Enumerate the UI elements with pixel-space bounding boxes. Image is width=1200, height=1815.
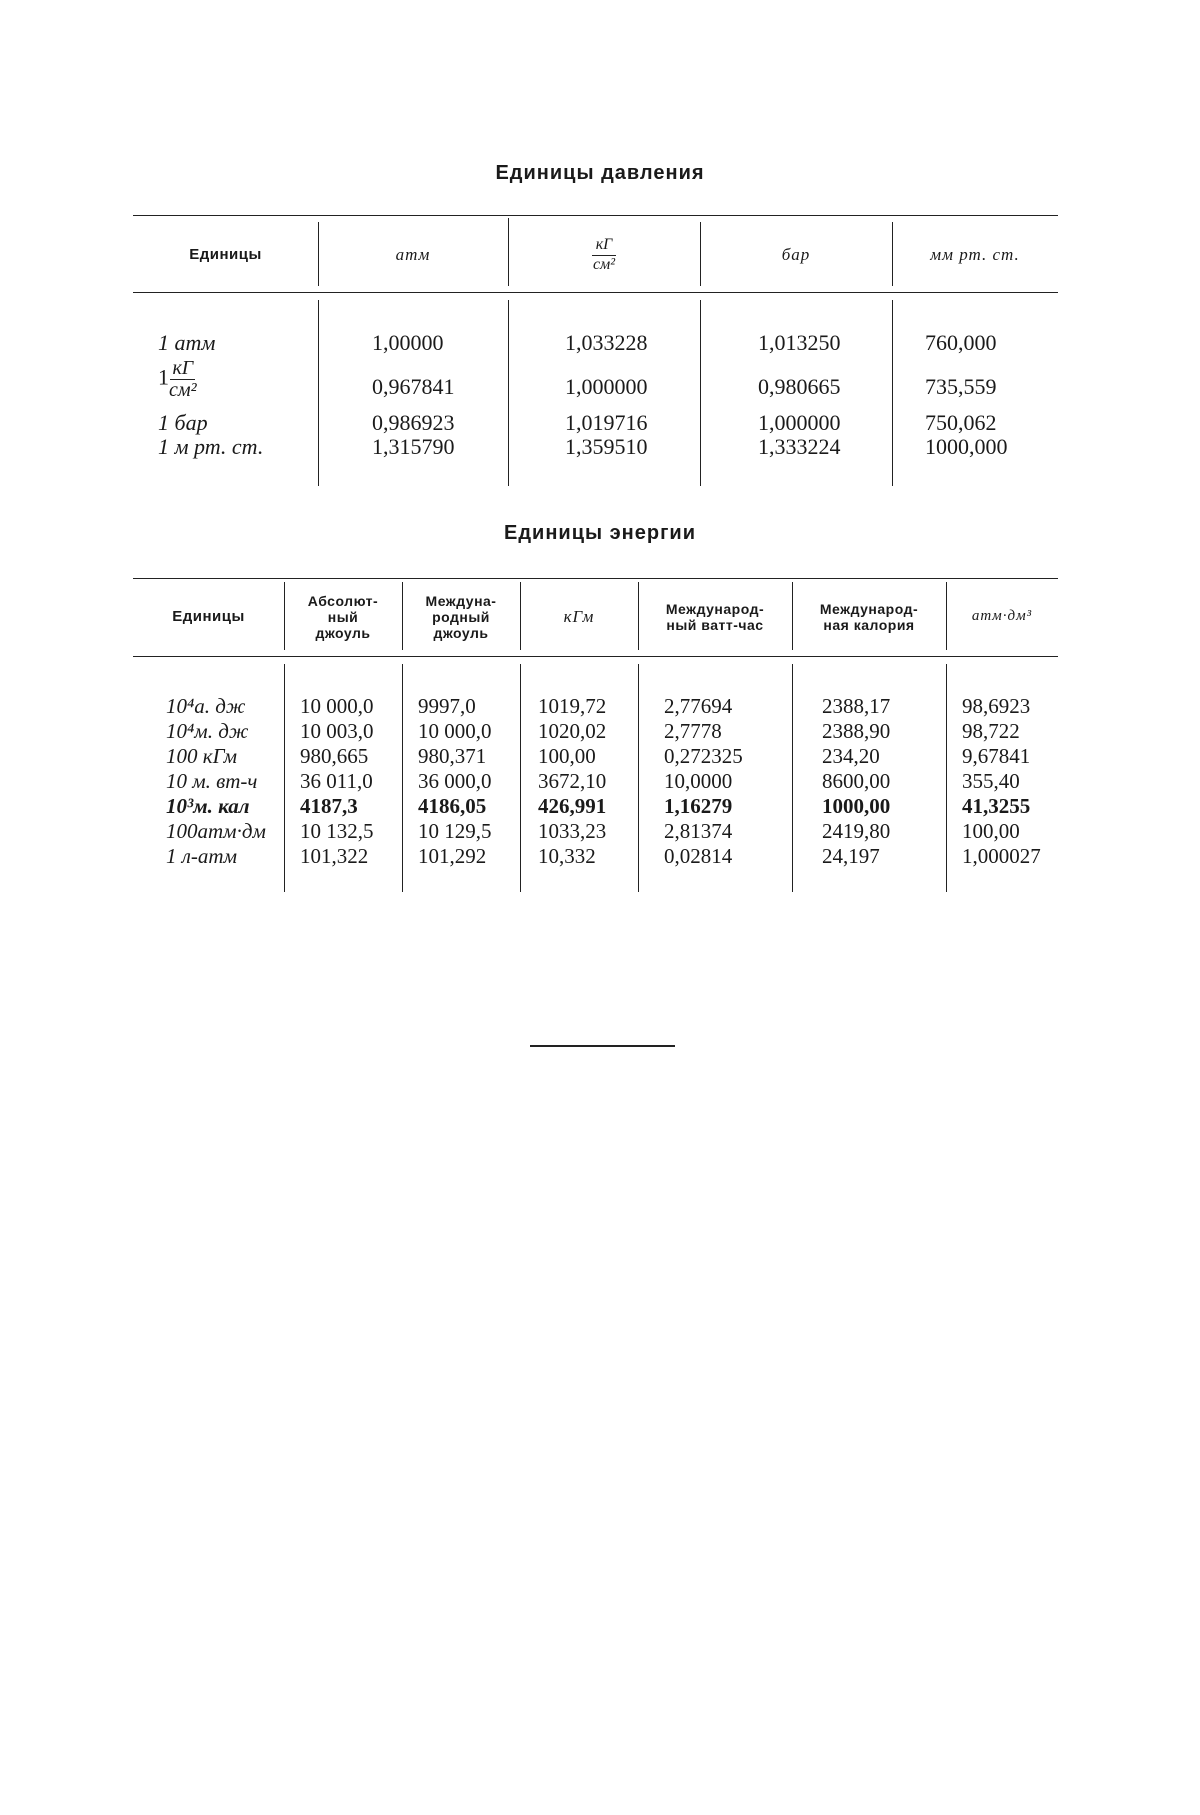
energy-cell: 1020,02	[538, 719, 607, 743]
pressure-cell: 735,559	[925, 374, 997, 399]
pressure-cell: 1000,000	[925, 434, 1008, 459]
unit-frac-num: кГ	[172, 357, 194, 379]
energy-cell: 426,991	[538, 794, 607, 818]
energy-cell: 1033,23	[538, 819, 607, 843]
energy-cell: 9,67841	[962, 744, 1031, 768]
pressure-header-units: Единицы	[189, 246, 262, 264]
energy-cell: 980,665	[300, 744, 369, 768]
energy-cell: 10 000,0	[300, 694, 374, 718]
energy-col-divider	[402, 664, 403, 892]
energy-col-divider	[792, 664, 793, 892]
bottom-rule	[530, 1045, 675, 1047]
energy-cell: 0,272325	[664, 744, 743, 768]
pressure-row-unit: 1 бар	[158, 410, 208, 435]
energy-header-atm-dm3: атм·дм³	[971, 608, 1033, 625]
energy-cell: 98,6923	[962, 694, 1031, 718]
energy-cell: 4187,3	[300, 794, 358, 818]
energy-header-abs-joule-text: Абсолют- ный джоуль	[307, 592, 379, 642]
energy-header-watt-hour	[638, 584, 792, 650]
pressure-cell: 1,019716	[565, 410, 648, 435]
energy-cell: 2388,17	[822, 694, 891, 718]
energy-cell: 980,371	[418, 744, 487, 768]
energy-cell: 100,00	[962, 819, 1020, 843]
energy-row-unit: 100атм·дм	[166, 819, 266, 843]
energy-header-rule	[133, 656, 1058, 657]
pressure-col-divider	[508, 300, 509, 486]
pressure-row-unit: 1 м рт. ст.	[158, 434, 264, 459]
energy-col-divider	[946, 664, 947, 892]
energy-col-divider	[638, 664, 639, 892]
energy-header-calorie-text: Международ- ная калория	[819, 600, 919, 633]
energy-cell: 355,40	[962, 769, 1020, 793]
energy-header-int-joule-text: Междуна- родный джоуль	[425, 592, 497, 642]
energy-row-unit: 1 л-атм	[166, 844, 237, 868]
energy-cell: 4186,05	[418, 794, 487, 818]
energy-cell: 24,197	[822, 844, 880, 868]
energy-row-unit: 10⁴а. дж	[166, 694, 246, 718]
energy-cell: 100,00	[538, 744, 596, 768]
header-frac-num: кГ	[592, 236, 617, 255]
unit-frac-den: см²	[169, 379, 197, 401]
energy-cell: 1000,00	[822, 794, 891, 818]
energy-cell: 41,3255	[962, 794, 1031, 818]
pressure-table-title: Единицы давления	[495, 162, 705, 184]
energy-cell: 9997,0	[418, 694, 476, 718]
energy-cell: 2,81374	[664, 819, 733, 843]
energy-row-unit: 100 кГм	[166, 744, 238, 768]
energy-cell: 8600,00	[822, 769, 891, 793]
energy-top-rule	[133, 578, 1058, 579]
energy-cell: 36 000,0	[418, 769, 492, 793]
energy-cell: 1,000027	[962, 844, 1041, 868]
pressure-header-kgf-cm2	[508, 225, 700, 285]
pressure-header-bar: бар	[781, 245, 811, 265]
energy-cell: 3672,10	[538, 769, 607, 793]
pressure-row-unit: 1 атм	[158, 330, 216, 355]
energy-col-divider	[284, 664, 285, 892]
pressure-top-rule	[133, 215, 1058, 216]
energy-header-calorie	[792, 584, 946, 650]
energy-cell: 2,7778	[664, 719, 722, 743]
energy-cell: 2388,90	[822, 719, 891, 743]
energy-cell: 10 129,5	[418, 819, 492, 843]
pressure-header-atm: атм	[395, 245, 431, 265]
energy-header-kgm: кГм	[563, 607, 595, 627]
pressure-cell: 0,967841	[372, 374, 455, 399]
pressure-cell: 0,980665	[758, 374, 841, 399]
energy-header-units: Единицы	[172, 608, 245, 626]
pressure-cell: 750,062	[925, 410, 997, 435]
energy-cell: 0,02814	[664, 844, 733, 868]
pressure-cell: 1,013250	[758, 330, 841, 355]
pressure-col-divider	[700, 300, 701, 486]
energy-cell: 36 011,0	[300, 769, 373, 793]
energy-cell: 1019,72	[538, 694, 607, 718]
energy-header-abs-joule	[284, 584, 402, 650]
pressure-col-divider	[318, 300, 319, 486]
energy-cell: 98,722	[962, 719, 1020, 743]
pressure-cell: 1,033228	[565, 330, 648, 355]
energy-table-title: Единицы энергии	[503, 522, 697, 544]
pressure-col-divider	[892, 300, 893, 486]
header-frac-den: см²	[592, 255, 616, 273]
energy-cell: 101,292	[418, 844, 487, 868]
pressure-row-unit	[158, 358, 197, 401]
pressure-cell: 1,00000	[372, 330, 444, 355]
energy-cell: 10 003,0	[300, 719, 374, 743]
energy-cell: 10 132,5	[300, 819, 374, 843]
pressure-cell: 1,000000	[758, 410, 841, 435]
pressure-header-mmhg: мм рт. ст.	[930, 245, 1020, 265]
pressure-cell: 1,333224	[758, 434, 841, 459]
energy-cell: 234,20	[822, 744, 880, 768]
energy-cell: 101,322	[300, 844, 369, 868]
pressure-cell: 0,986923	[372, 410, 455, 435]
energy-row-unit: 10 м. вт-ч	[166, 769, 258, 793]
energy-header-watt-hour-text: Международ- ный ватт-час	[665, 600, 765, 633]
energy-col-divider	[520, 664, 521, 892]
pressure-cell: 1,000000	[565, 374, 648, 399]
energy-header-int-joule	[402, 584, 520, 650]
energy-cell: 1,16279	[664, 794, 733, 818]
energy-cell: 10,332	[538, 844, 596, 868]
energy-cell: 2419,80	[822, 819, 891, 843]
unit-prefix: 1	[158, 364, 169, 390]
energy-cell: 10,0000	[664, 769, 733, 793]
energy-cell: 10 000,0	[418, 719, 492, 743]
pressure-cell: 760,000	[925, 330, 997, 355]
energy-row-unit: 10³м. кал	[166, 794, 250, 818]
energy-row-unit: 10⁴м. дж	[166, 719, 249, 743]
pressure-cell: 1,359510	[565, 434, 648, 459]
pressure-cell: 1,315790	[372, 434, 455, 459]
pressure-header-rule	[133, 292, 1058, 293]
energy-cell: 2,77694	[664, 694, 733, 718]
